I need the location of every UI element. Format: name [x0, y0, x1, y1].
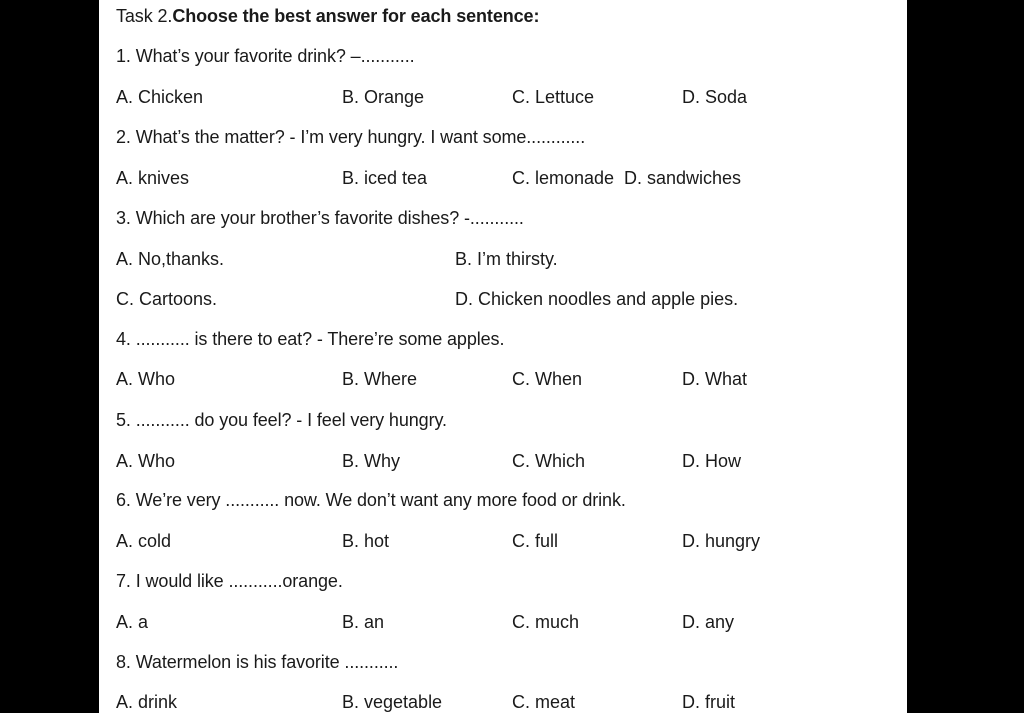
q6-option-c: C. full — [512, 531, 559, 551]
q7-option-d: D. any — [682, 612, 735, 632]
q1-option-c: C. Lettuce — [512, 87, 595, 107]
q7-option-a: A. a — [116, 612, 149, 632]
q8-option-b: B. vegetable — [342, 692, 443, 712]
q6-option-b: B. hot — [342, 531, 390, 551]
question-1: 1. What’s your favorite drink? –........... — [116, 46, 415, 66]
q5-option-b: B. Why — [342, 451, 401, 471]
q7-option-b: B. an — [342, 612, 385, 632]
q4-option-d: D. What — [682, 369, 748, 389]
q2-option-b: B. iced tea — [342, 168, 428, 188]
q8-option-d: D. fruit — [682, 692, 736, 712]
q5-option-d: D. How — [682, 451, 742, 471]
q5-option-a: A. Who — [116, 451, 176, 471]
task-instruction: Choose the best answer for each sentence: — [172, 6, 540, 26]
question-4: 4. ........... is there to eat? - There’re some apples. — [116, 329, 505, 349]
task-prefix: Task 2. — [116, 6, 173, 26]
q3-option-b: B. I’m thirsty. — [455, 249, 558, 269]
q4-option-a: A. Who — [116, 369, 176, 389]
q7-option-c: C. much — [512, 612, 580, 632]
question-2: 2. What’s the matter? - I’m very hungry. I want some............ — [116, 127, 586, 147]
question-3: 3. Which are your brother’s favorite dishes? -........... — [116, 208, 524, 228]
worksheet-page — [99, 0, 907, 713]
question-5: 5. ........... do you feel? - I feel very hungry. — [116, 410, 447, 430]
task-title — [116, 5, 539, 27]
q3-option-c: C. Cartoons. — [116, 289, 218, 309]
q2-option-d: D. sandwiches — [624, 168, 742, 188]
q2-option-c: C. lemonade — [512, 168, 615, 188]
question-7: 7. I would like ...........orange. — [116, 571, 343, 591]
q4-option-b: B. Where — [342, 369, 418, 389]
q1-option-b: B. Orange — [342, 87, 425, 107]
q4-option-c: C. When — [512, 369, 583, 389]
q2-option-a: A. knives — [116, 168, 190, 188]
question-8: 8. Watermelon is his favorite ........... — [116, 652, 399, 672]
q3-option-d: D. Chicken noodles and apple pies. — [455, 289, 739, 309]
q8-option-a: A. drink — [116, 692, 178, 712]
q3-option-a: A. No,thanks. — [116, 249, 225, 269]
q6-option-d: D. hungry — [682, 531, 761, 551]
q6-option-a: A. cold — [116, 531, 172, 551]
q5-option-c: C. Which — [512, 451, 586, 471]
question-6: 6. We’re very ........... now. We don’t want any more food or drink. — [116, 490, 626, 510]
q8-option-c: C. meat — [512, 692, 576, 712]
q1-option-a: A. Chicken — [116, 87, 204, 107]
q1-option-d: D. Soda — [682, 87, 748, 107]
